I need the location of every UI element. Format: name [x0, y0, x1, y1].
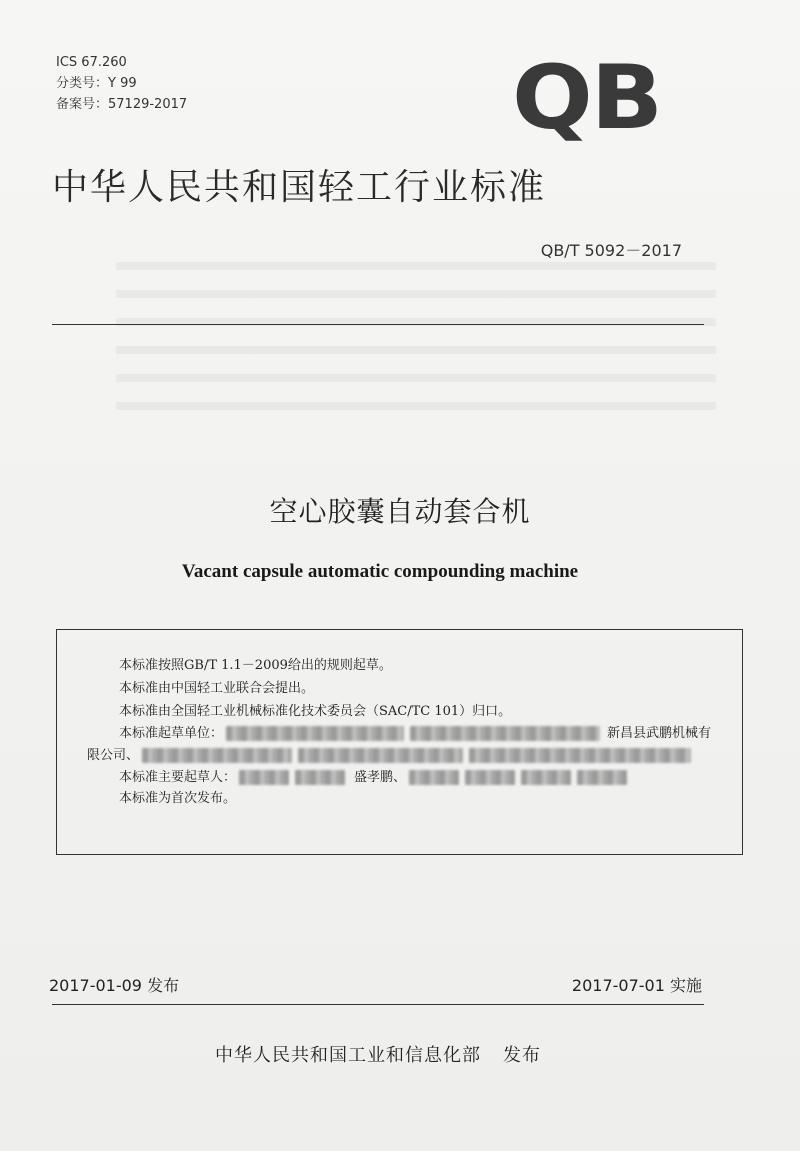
- info-line-proposer: 本标准由中国轻工业联合会提出。: [119, 681, 315, 696]
- redacted-block: [295, 770, 345, 785]
- info-line-committee: 本标准由全国轻工业机械标准化技术委员会（SAC/TC 101）归口。: [119, 704, 512, 719]
- drafting-units-continued: 限公司、: [87, 748, 140, 763]
- classification-number: 分类号：Y 99: [56, 76, 137, 91]
- standard-title-chinese: 空心胶囊自动套合机: [269, 495, 531, 528]
- info-line-drafting-units-cont: [87, 747, 694, 765]
- issue-date: 2017-01-09 发布: [49, 976, 180, 995]
- foreword-info-box: [56, 629, 743, 855]
- standard-number: QB/T 5092－2017: [540, 241, 682, 260]
- filing-number: 备案号：57129-2017: [56, 97, 188, 112]
- implementation-date: 2017-07-01 实施: [571, 976, 702, 995]
- redacted-block: [298, 748, 463, 763]
- drafting-unit-visible: 新昌县武鹏机械有: [607, 726, 712, 741]
- ics-code: ICS 67.260: [56, 55, 127, 70]
- document-metadata: [56, 52, 187, 115]
- info-line-first-release: 本标准为首次发布。: [119, 791, 237, 806]
- info-line-main-drafters: [119, 769, 630, 787]
- redacted-block: [226, 726, 404, 741]
- footer-divider: [52, 1004, 704, 1005]
- redacted-block: [465, 770, 515, 785]
- drafting-units-label: 本标准起草单位：: [119, 726, 224, 741]
- redacted-block: [239, 770, 289, 785]
- redacted-block: [577, 770, 627, 785]
- industry-standard-title: 中华人民共和国轻工行业标准: [52, 167, 547, 208]
- info-line-drafting-units: [119, 725, 711, 743]
- redacted-block: [409, 770, 459, 785]
- main-drafters-label: 本标准主要起草人：: [119, 770, 237, 785]
- issuing-authority: [0, 1041, 756, 1067]
- show-through-text: [116, 262, 716, 412]
- issuer-suffix: 发布: [503, 1045, 541, 1066]
- standard-title-english: Vacant capsule automatic compounding machine: [181, 561, 579, 582]
- redacted-block: [142, 748, 292, 763]
- qb-logo: QB: [512, 46, 661, 149]
- redacted-block: [410, 726, 600, 741]
- info-line-drafting-rules: 本标准按照GB/T 1.1－2009给出的规则起草。: [119, 658, 392, 673]
- main-drafter-visible: 盛孝鹏、: [354, 770, 407, 785]
- redacted-block: [469, 748, 691, 763]
- redacted-block: [521, 770, 571, 785]
- issuer-name: 中华人民共和国工业和信息化部: [215, 1045, 481, 1066]
